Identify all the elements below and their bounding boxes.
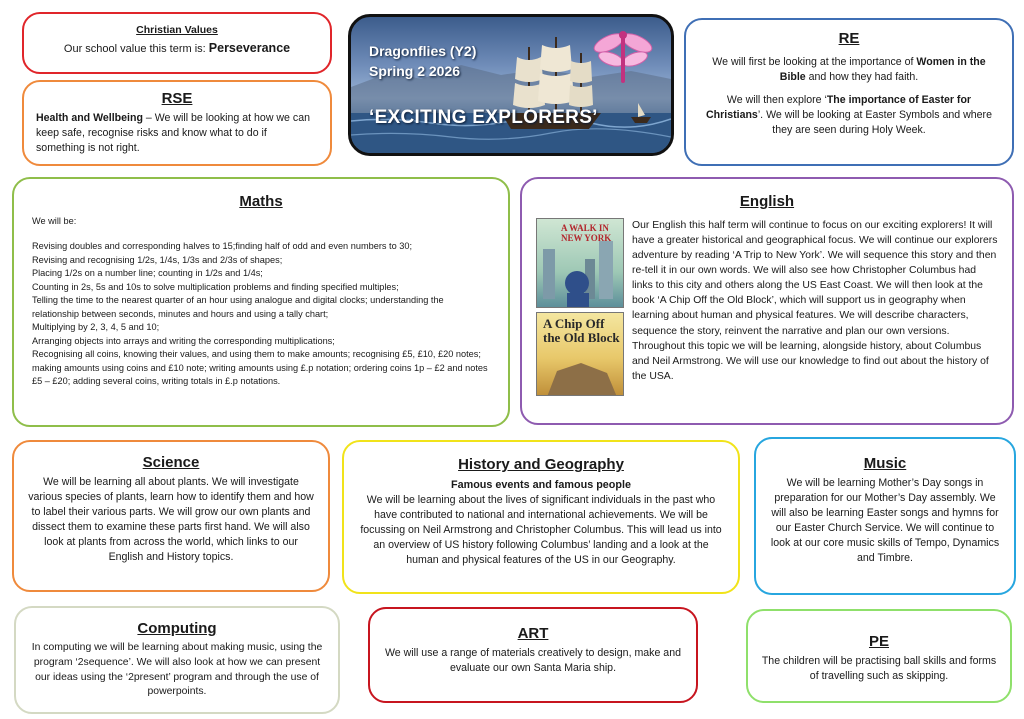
rse-box — [22, 80, 332, 166]
class-name: Dragonflies (Y2) — [369, 43, 477, 59]
re-p1-bold: Women in the Bible — [779, 56, 986, 84]
computing-box — [14, 606, 340, 714]
re-p2-b: ’. We will be looking at Easter Symbols and where they are seen during Holy Week. — [757, 109, 992, 137]
re-p1-b: and how they had faith. — [805, 71, 919, 84]
rse-title: RSE — [161, 90, 193, 107]
book-cover-walk-in-new-york — [536, 218, 624, 308]
science-box — [12, 440, 330, 592]
school-value-line — [36, 41, 318, 55]
maths-item: Counting in 2s, 5s and 10s to solve multiplication problems and finding specified multiples; — [32, 281, 399, 292]
art-text: We will use a range of materials creatively to design, make and evaluate our own Santa Maria ship. — [385, 647, 681, 675]
maths-item: Arranging objects into arrays and writing the corresponding multiplications; — [32, 335, 335, 346]
pe-title: PE — [868, 633, 889, 650]
maths-item: Revising and recognising 1/2s, 1/4s, 1/3s and 2/3s of shapes; — [32, 254, 283, 265]
book-cover-chip-off-old-block — [536, 312, 624, 396]
music-title: Music — [863, 455, 907, 472]
christian-values-title: Christian Values — [136, 24, 218, 36]
history-geography-box — [342, 440, 740, 594]
history-text: We will be learning about the lives of significant individuals in the past who have contributed to national and international achievements. We will be focussing on Neil Armstrong and Christopher Columbus. This will lead us into an overview of US history following Columbus’ landing and a look at the human and physical features of the US in our Geography. — [360, 494, 722, 567]
school-value-prefix: Our school value this term is: — [63, 43, 209, 55]
dragonfly-icon — [592, 30, 655, 81]
maths-title: Maths — [239, 193, 283, 210]
english-text: Our English this half term will continue to focus on our exciting explorers! It will have a greater historical and geographical focus. We will continue our explorers adventure by reading ‘A Trip to New York’. We will sequence this story and then re-tell it in our own words. We will also see how Christopher Columbus had links to this city and others along the US East Coast. We will then look at the book ‘A Chip Off the Old Block’, which will support us in geography when learning about human and physical features. We will describe characters, sequence the story, reinvent the narrative and plan our own versions. Throughout this topic we will be learning, alongside history, about Columbus and Neil Armstrong. We will use our knowledge to find out about the history of the USA. — [632, 220, 998, 382]
science-text: We will be learning all about plants. We will investigate various species of plants, learn how to identify them and how to label their various parts. We will grow our own plants and dissect them to examine these parts first hand. We will also look at plants from across the world, which links to our English and History topics. — [28, 476, 314, 564]
book2-title: A Chip Off the Old Block — [543, 316, 620, 345]
computing-text: In computing we will be learning about making music, using the program ‘2sequence’. We will also look at how we can present our ideas using the ‘2present’ program and through the use of powerpoints. — [31, 642, 323, 698]
re-p2-bold: The importance of Easter for Christians — [706, 94, 972, 122]
english-box — [520, 177, 1014, 425]
topic-title: ‘EXCITING EXPLORERS’ — [369, 107, 598, 128]
term-label: Spring 2 2026 — [369, 63, 461, 79]
art-title: ART — [517, 625, 549, 642]
re-p2-a: We will then explore ‘ — [726, 94, 827, 107]
ship-scene-image — [351, 17, 671, 153]
science-title: Science — [142, 454, 200, 471]
art-box — [368, 607, 698, 703]
re-p1-a: We will first be looking at the importance of — [712, 56, 917, 68]
history-subtitle: Famous events and famous people — [451, 479, 631, 491]
maths-intro: We will be: — [32, 216, 77, 226]
maths-item: Telling the time to the nearest quarter of an hour using analogue and digital clocks; understanding the relationship between seconds, minutes and hours and using a tally chart; — [32, 295, 444, 319]
book1-title: A WALK IN NEW YORK — [561, 223, 612, 243]
computing-title: Computing — [137, 620, 217, 637]
maths-item: Recognising all coins, knowing their values, and using them to make amounts; recognising £5, £10, £20 notes; making amounts using coins and £10 note; writing amounts using £.p notation; ordering coins 1p – £2 and notes £5 – £20; adding several coins, writing totals in £.p notations. — [32, 349, 488, 387]
rse-text — [36, 111, 318, 156]
re-paragraph-1 — [698, 55, 1000, 85]
english-title: English — [739, 193, 795, 210]
maths-item: Multiplying by 2, 3, 4, 5 and 10; — [32, 322, 160, 333]
music-text: We will be learning Mother’s Day songs in preparation for our Mother’s Day assembly. We will also be learning Easter songs and hymns for our Easter Church Service. We will continue to look at our core music skills of Tempo, Dynamics and Timbre. — [770, 477, 1000, 565]
rse-body: – We will be looking at how we can keep safe, recognise risks and know what to do if something is not right. — [36, 112, 310, 155]
music-box — [754, 437, 1016, 595]
maths-list — [32, 240, 490, 389]
maths-box — [12, 177, 510, 427]
school-value: Perseverance — [208, 41, 291, 55]
re-box — [684, 18, 1014, 166]
christian-values-box — [22, 12, 332, 74]
topic-banner — [348, 14, 674, 156]
pe-text: The children will be practising ball skills and forms of travelling such as skipping. — [761, 655, 997, 683]
rse-bold: Health and Wellbeing — [36, 112, 143, 124]
re-title: RE — [838, 30, 860, 47]
book-covers — [536, 218, 626, 400]
history-title: History and Geography — [458, 456, 624, 473]
maths-item: Revising doubles and corresponding halves to 15;finding half of odd and even numbers to 30; — [32, 241, 413, 251]
re-paragraph-2 — [698, 93, 1000, 138]
maths-item: Placing 1/2s on a number line; counting in 1/2s and 1/4s; — [32, 268, 263, 279]
pe-box — [746, 609, 1012, 703]
